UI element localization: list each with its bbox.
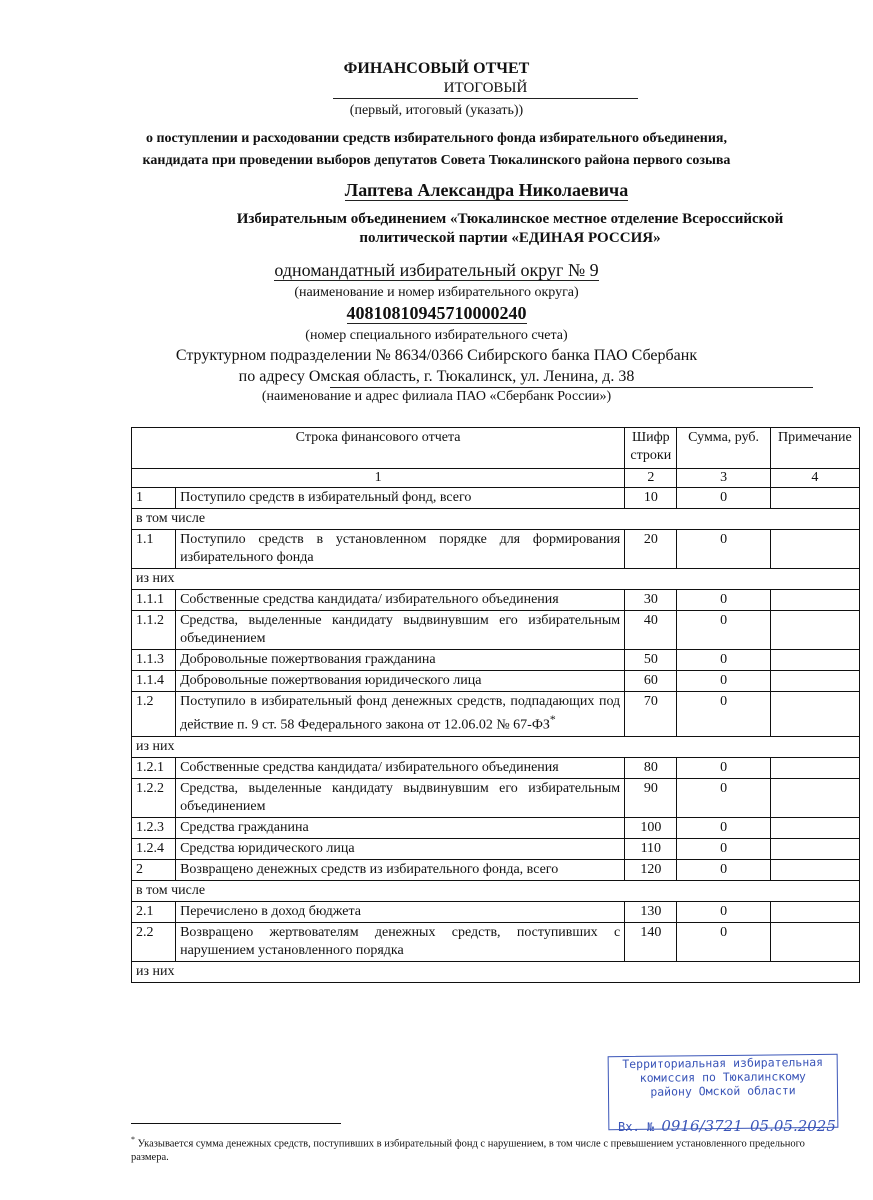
candidate-name (200, 180, 773, 201)
row-note (770, 859, 859, 880)
row-name (176, 530, 625, 569)
row-name (176, 650, 625, 671)
section-label: из них (132, 736, 860, 757)
row-name-text: Средства юридического лица (180, 840, 355, 856)
row-name-text: Добровольные пожертвования гражданина (180, 652, 436, 667)
table-section-label-row (132, 880, 860, 901)
footnote-ref: * (549, 713, 556, 726)
row-note (770, 838, 859, 859)
row-sum: 0 (677, 692, 770, 737)
stamp-line2: комиссия по Тюкалинскому (639, 1069, 806, 1085)
row-name (176, 922, 625, 961)
footnote-divider (131, 1123, 341, 1124)
row-name-text: Перечислено в доход бюджета (180, 903, 361, 919)
row-code: 140 (625, 922, 677, 961)
colnum-2: 2 (625, 469, 677, 488)
bank-underline (330, 387, 813, 388)
stamp-incoming-number: 0916/3721 (661, 1117, 743, 1135)
stamp-line1: Территориальная избирательная (622, 1054, 824, 1072)
row-sum: 0 (677, 901, 770, 922)
row-sum: 0 (677, 611, 770, 650)
association (190, 210, 830, 248)
row-name-text: Средства, выделенные кандидату выдвинувшим его избирательным объединением (180, 780, 621, 814)
account-hint: (номер специального избирательного счета) (305, 328, 568, 343)
row-name (176, 778, 625, 817)
district-hint: (наименование и номер избирательного округа) (294, 285, 579, 300)
row-number: 1.1.2 (132, 611, 176, 650)
section-label: из них (132, 961, 860, 982)
stamp-line3: району Омской области (650, 1083, 796, 1099)
row-sum: 0 (677, 838, 770, 859)
colnum-1: 1 (132, 469, 625, 488)
footnote-text: Указывается сумма денежных средств, поступивших в избирательный фонд с нарушением, в том числе с превышением установленного предельного размера. (131, 1138, 805, 1163)
row-code: 10 (625, 488, 677, 509)
row-number: 1.2 (132, 692, 176, 737)
row-note (770, 901, 859, 922)
report-table-body (132, 428, 860, 983)
row-code: 120 (625, 859, 677, 880)
row-name (176, 590, 625, 611)
header-code: Шифр строки (625, 428, 677, 469)
row-number: 1.1.4 (132, 671, 176, 692)
header-line: Строка финансового отчета (132, 428, 625, 469)
row-name (176, 817, 625, 838)
row-code: 40 (625, 611, 677, 650)
row-name-text: Собственные средства кандидата/ избирательного объединения (180, 592, 559, 607)
section-label: в том числе (132, 509, 860, 530)
table-section-label-row (132, 961, 860, 982)
report-title: ФИНАНСОВЫЙ ОТЧЕТ (343, 60, 530, 77)
report-subject-line1: о поступлении и расходовании средств избирательного фонда избирательного объединения, (145, 131, 728, 146)
row-number: 1.2.3 (132, 817, 176, 838)
row-code: 80 (625, 757, 677, 778)
bank-branch (0, 345, 873, 387)
row-sum: 0 (677, 757, 770, 778)
row-sum: 0 (677, 817, 770, 838)
row-name (176, 757, 625, 778)
row-code: 70 (625, 692, 677, 737)
row-note (770, 922, 859, 961)
table-row (132, 590, 860, 611)
row-code: 90 (625, 778, 677, 817)
footnote-mark: * (131, 1135, 135, 1144)
row-number: 1.2.4 (132, 838, 176, 859)
row-sum: 0 (677, 590, 770, 611)
report-subject-line2: кандидата при проведении выборов депутатов Совета Тюкалинского района первого созыва (142, 153, 731, 168)
table-row (132, 611, 860, 650)
row-note (770, 778, 859, 817)
row-number: 1.1.1 (132, 590, 176, 611)
table-row (132, 530, 860, 569)
row-number: 1.2.2 (132, 778, 176, 817)
row-number: 2.1 (132, 901, 176, 922)
footnote (131, 1133, 841, 1164)
section-label: в том числе (132, 880, 860, 901)
row-name (176, 901, 625, 922)
account-number (0, 303, 873, 324)
header-note: Примечание (770, 428, 859, 469)
row-name-text: Поступило средств в установленном порядке для формирования избирательного фонда (180, 532, 621, 565)
row-number: 1.1 (132, 530, 176, 569)
bank-hint: (наименование и адрес филиала ПАО «Сбербанк России») (261, 389, 612, 404)
table-row (132, 671, 860, 692)
district (0, 260, 873, 281)
table-section-label-row (132, 736, 860, 757)
row-number: 1 (132, 488, 176, 509)
report-type-hint: (первый, итоговый (указать)) (349, 103, 524, 118)
row-name-text: Средства, выделенные кандидату выдвинувшим его избирательным объединением (180, 613, 621, 646)
table-section-label-row (132, 509, 860, 530)
table-row (132, 901, 860, 922)
row-name (176, 692, 625, 737)
row-code: 50 (625, 650, 677, 671)
row-name (176, 859, 625, 880)
row-sum: 0 (677, 671, 770, 692)
row-name-text: Добровольные пожертвования юридического лица (180, 673, 482, 688)
row-note (770, 817, 859, 838)
candidate-name-text: Лаптева Александра Николаевича (344, 180, 629, 200)
row-code: 130 (625, 901, 677, 922)
row-note (770, 757, 859, 778)
financial-report-table (131, 427, 860, 983)
row-name-text: Поступило средств в избирательный фонд, всего (180, 490, 472, 505)
row-code: 30 (625, 590, 677, 611)
row-note (770, 671, 859, 692)
colnum-4: 4 (770, 469, 859, 488)
association-line2: политической партии «ЕДИНАЯ РОССИЯ» (359, 230, 661, 246)
row-number: 1.1.3 (132, 650, 176, 671)
district-text: одномандатный избирательный округ № 9 (274, 260, 599, 280)
row-name-text: Поступило в избирательный фонд денежных средств, подпадающих под действие п. 9 ст. 58 Федерального закона от 12.06.02 № 67-ФЗ (180, 694, 621, 733)
row-name (176, 611, 625, 650)
row-code: 110 (625, 838, 677, 859)
association-line1: Избирательным объединением «Тюкалинское местное отделение Всероссийской (236, 211, 784, 227)
table-row (132, 859, 860, 880)
table-row (132, 778, 860, 817)
table-row (132, 838, 860, 859)
account-number-text: 40810810945710000240 (346, 303, 527, 323)
row-note (770, 650, 859, 671)
report-type: ИТОГОВЫЙ (333, 80, 638, 99)
row-sum: 0 (677, 778, 770, 817)
row-number: 2.2 (132, 922, 176, 961)
row-name-text: Собственные средства кандидата/ избирательного объединения (180, 759, 559, 775)
row-note (770, 611, 859, 650)
table-row (132, 692, 860, 737)
table-row (132, 488, 860, 509)
row-code: 100 (625, 817, 677, 838)
table-row (132, 817, 860, 838)
section-label: из них (132, 569, 860, 590)
row-name-text: Возвращено денежных средств из избирательного фонда, всего (180, 861, 559, 877)
stamp-incoming-label: Вх. № (618, 1120, 655, 1134)
bank-line1: Структурном подразделении № 8634/0366 Сибирского банка ПАО Сбербанк (175, 347, 698, 364)
row-sum: 0 (677, 530, 770, 569)
table-row (132, 650, 860, 671)
table-section-label-row (132, 569, 860, 590)
stamp-incoming (618, 1117, 836, 1135)
row-name-text: Средства гражданина (180, 819, 309, 835)
row-number: 2 (132, 859, 176, 880)
row-code: 60 (625, 671, 677, 692)
row-note (770, 590, 859, 611)
row-sum: 0 (677, 488, 770, 509)
row-name-text: Возвращено жертвователям денежных средств, поступивших с нарушением установленного порядка (180, 924, 621, 958)
column-number-row (132, 469, 860, 488)
stamp-incoming-date: 05.05.2025 (750, 1117, 836, 1135)
row-name (176, 838, 625, 859)
report-subject (0, 128, 873, 172)
bank-line2: по адресу Омская область, г. Тюкалинск, ул. Ленина, д. 38 (238, 368, 635, 385)
colnum-3: 3 (677, 469, 770, 488)
row-name (176, 671, 625, 692)
row-sum: 0 (677, 650, 770, 671)
row-note (770, 488, 859, 509)
row-note (770, 530, 859, 569)
row-code: 20 (625, 530, 677, 569)
row-number: 1.2.1 (132, 757, 176, 778)
row-sum: 0 (677, 922, 770, 961)
row-note (770, 692, 859, 737)
table-row (132, 922, 860, 961)
row-sum: 0 (677, 859, 770, 880)
table-row (132, 757, 860, 778)
row-name (176, 488, 625, 509)
header-sum: Сумма, руб. (677, 428, 770, 469)
table-header-row (132, 428, 860, 469)
